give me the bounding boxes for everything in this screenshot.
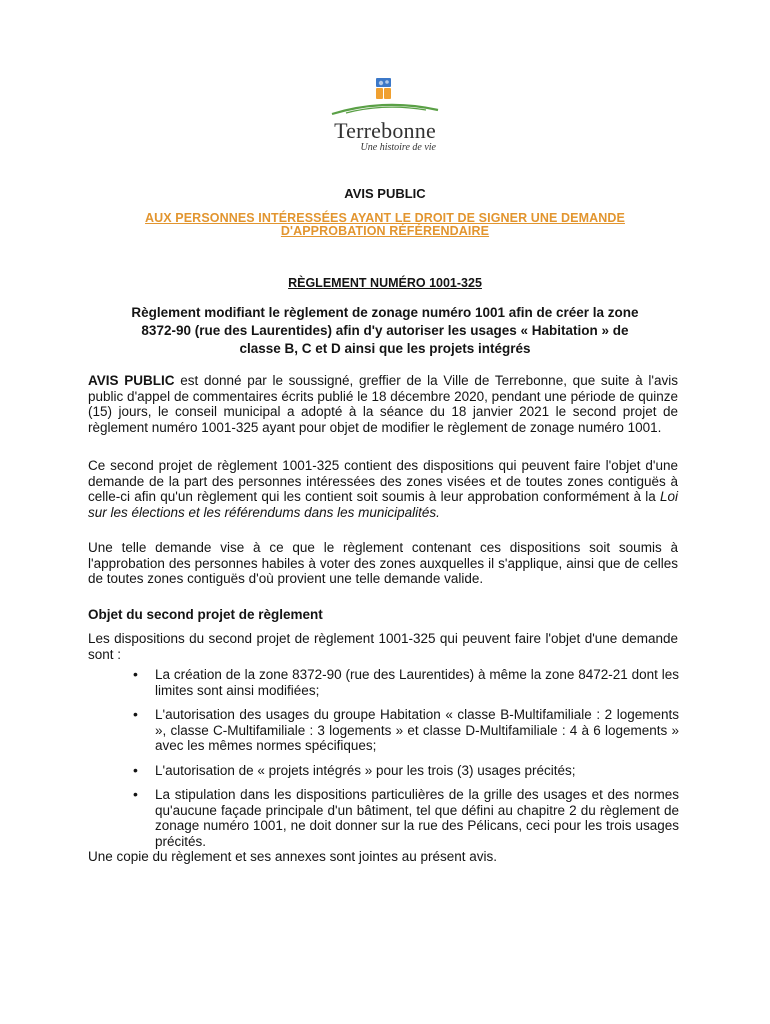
logo-tagline: Une histoire de vie: [360, 142, 436, 153]
list-item: • La stipulation dans les dispositions particulières de la grille des usages et des normes qu'aucune façade principale d'un bâtiment, tel que défini au chapitre 2 du règlement de zonage numéro 1001, ne doit donner sur la rue des Pélicans, ceci pour les trois usages précités.: [155, 787, 679, 849]
notice-text: est donné par le soussigné, greffier de la Ville de Terrebonne, que suite à l'avis public d'appel de commentaires écrits publié le 18 décembre 2020, pendant une période de quinze (15) jours, le conseil municipal a adopté à la séance du 18 janvier 2021 le second projet de règlement numéro 1001-325 ayant pour objet de modifier le règlement de zonage numéro 1001.: [88, 373, 678, 435]
provisions-list: [155, 667, 679, 858]
paragraph-copy-note: Une copie du règlement et ses annexes sont jointes au présent avis.: [88, 849, 497, 864]
paragraph-notice: [88, 373, 678, 435]
paragraph-request: Une telle demande vise à ce que le règlement contenant ces dispositions soit soumis à l'approbation des personnes habiles à voter des zones auxquelles il s'applique, ainsi que de celles de toutes zones contiguës d'où provient une telle demande valide.: [88, 540, 678, 586]
provisions-text: Ce second projet de règlement 1001-325 contient des dispositions qui peuvent faire l'objet d'une demande de la part des personnes intéressées des zones visées et de toutes zones contiguës à celle-ci afin qu'un règlement qui les contient soit soumis à leur approbation conformément à la: [88, 458, 678, 504]
regulation-number: RÈGLEMENT NUMÉRO 1001-325: [288, 276, 482, 290]
terrebonne-logo: [322, 76, 448, 154]
regulation-title-line-2: 8372-90 (rue des Laurentides) afin d'y autoriser les usages « Habitation » de: [141, 323, 629, 338]
list-item: • La création de la zone 8372-90 (rue des Laurentides) à même la zone 8472-21 dont les limites sont ainsi modifiées;: [155, 667, 679, 698]
terrebonne-emblem-icon: [326, 76, 444, 118]
notice-lead: AVIS PUBLIC: [88, 373, 175, 388]
paragraph-provisions: [88, 458, 678, 520]
subtitle-line-2: D'APPROBATION RÉFÉRENDAIRE: [280, 224, 490, 238]
regulation-title-line-3: classe B, C et D ainsi que les projets intégrés: [239, 341, 531, 356]
list-item: • L'autorisation de « projets intégrés » pour les trois (3) usages précités;: [155, 763, 679, 779]
subtitle-line-1: AUX PERSONNES INTÉRESSÉES AYANT LE DROIT DE SIGNER UNE DEMANDE: [145, 211, 625, 225]
paragraph-provisions-intro: Les dispositions du second projet de règlement 1001-325 qui peuvent faire l'objet d'une demande sont :: [88, 631, 678, 662]
section-heading: Objet du second projet de règlement: [88, 607, 323, 622]
regulation-title-line-1: Règlement modifiant le règlement de zonage numéro 1001 afin de créer la zone: [131, 305, 639, 320]
document-subtitle: [0, 212, 770, 238]
law-reference: Loi sur les élections et les référendums dans les municipalités.: [88, 489, 678, 520]
document-title: AVIS PUBLIC: [344, 186, 426, 201]
regulation-title: [80, 304, 690, 358]
list-item: • L'autorisation des usages du groupe Habitation « classe B-Multifamiliale : 2 logements », classe C-Multifamiliale : 3 logements » et classe D-Multifamiliale : 4 à 6 logements » avec les mêmes normes spécifiques;: [155, 707, 679, 754]
logo-name: Terrebonne: [334, 118, 436, 143]
